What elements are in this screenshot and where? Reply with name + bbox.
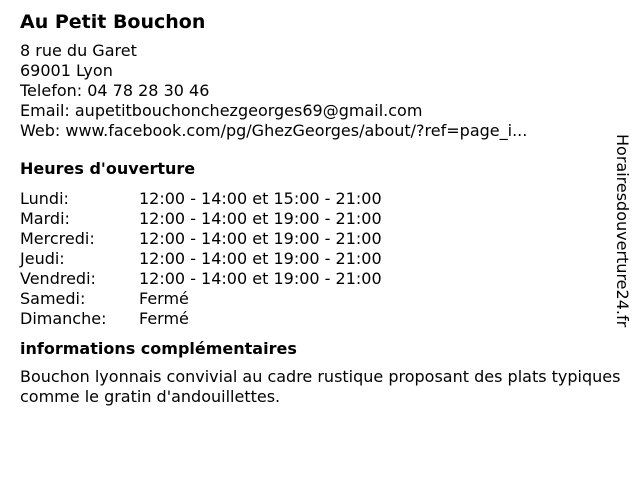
business-card: [20, 10, 621, 407]
hours-table: [20, 189, 610, 329]
hours-row-friday: [20, 269, 610, 289]
hours-row-wednesday: [20, 229, 610, 249]
hours-time: 12:00 - 14:00 et 15:00 - 21:00: [139, 189, 382, 208]
site-watermark: Horairesdouverture24.fr: [613, 134, 632, 328]
phone-number: Telefon: 04 78 28 30 46: [20, 81, 210, 100]
hours-time: Fermé: [139, 289, 189, 308]
hours-row-monday: [20, 189, 610, 209]
hours-day: Mercredi:: [20, 229, 95, 248]
hours-time: 12:00 - 14:00 et 19:00 - 21:00: [139, 209, 382, 228]
business-description: Bouchon lyonnais convivial au cadre rustique proposant des plats typiques comme le gratin d'andouillettes.: [20, 367, 621, 406]
hours-row-tuesday: [20, 209, 610, 229]
hours-day: Lundi:: [20, 189, 69, 208]
address-city: 69001 Lyon: [20, 61, 113, 80]
hours-row-sunday: [20, 309, 610, 329]
info-title: informations complémentaires: [20, 339, 297, 358]
address-street: 8 rue du Garet: [20, 41, 137, 60]
hours-day: Mardi:: [20, 209, 70, 228]
hours-title: Heures d'ouverture: [20, 159, 196, 178]
hours-day: Vendredi:: [20, 269, 96, 288]
hours-day: Samedi:: [20, 289, 86, 308]
hours-row-thursday: [20, 249, 610, 269]
business-name: Au Petit Bouchon: [20, 11, 206, 33]
hours-time: 12:00 - 14:00 et 19:00 - 21:00: [139, 249, 382, 268]
hours-day: Jeudi:: [20, 249, 65, 268]
hours-row-saturday: [20, 289, 610, 309]
hours-time: 12:00 - 14:00 et 19:00 - 21:00: [139, 229, 382, 248]
hours-time: 12:00 - 14:00 et 19:00 - 21:00: [139, 269, 382, 288]
hours-day: Dimanche:: [20, 309, 107, 328]
hours-time: Fermé: [139, 309, 189, 328]
website-link: Web: www.facebook.com/pg/GhezGeorges/about/?ref=page_i...: [20, 121, 528, 140]
email-address: Email: aupetitbouchonchezgeorges69@gmail.com: [20, 101, 423, 120]
